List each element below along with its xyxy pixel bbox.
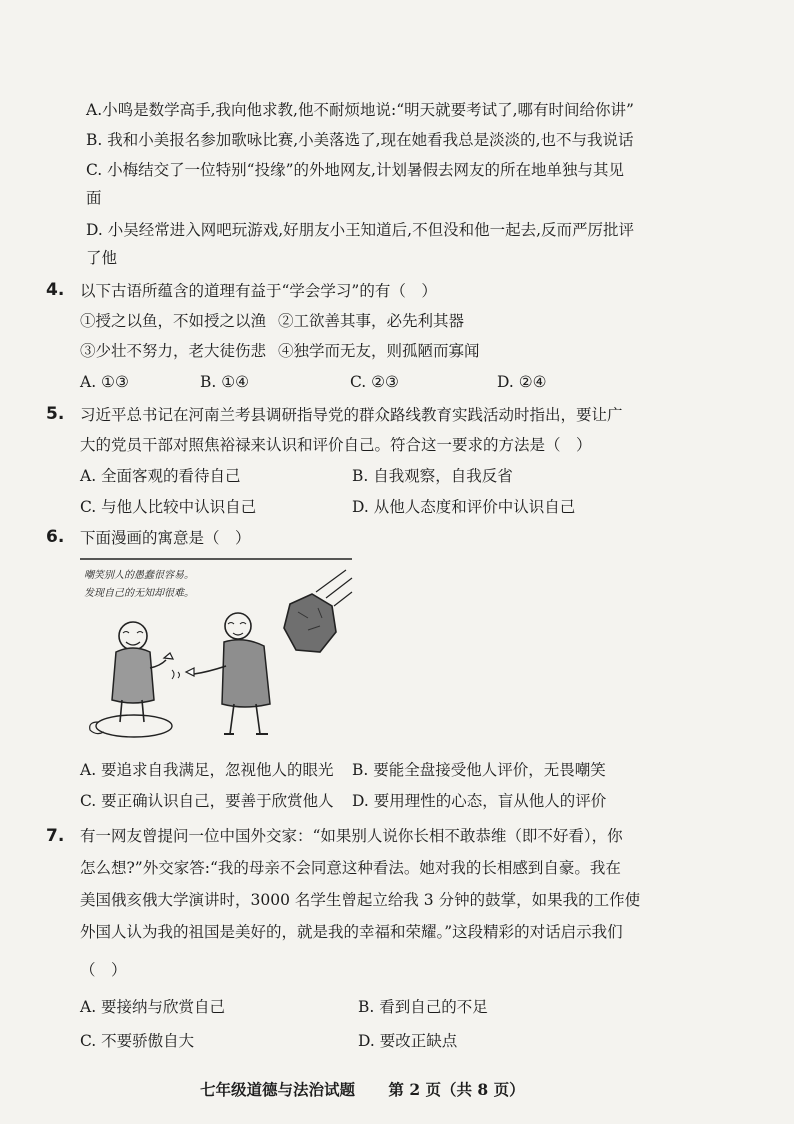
q7-option-c: C. 不要骄傲自大 xyxy=(80,1032,195,1050)
q6-option-c: C. 要正确认识自己，要善于欣赏他人 xyxy=(80,792,334,810)
footer-page-number: 第 2 页（共 8 页） xyxy=(388,1080,525,1099)
q4-item-1: ①授之以鱼，不如授之以渔 xyxy=(80,312,267,330)
q3-option-a: A.小鸣是数学高手,我向他求教,他不耐烦地说:“明天就要考试了,哪有时间给你讲” xyxy=(86,101,634,119)
q6-stem: 下面漫画的寓意是（ ） xyxy=(80,529,251,547)
q6-option-b: B. 要能全盘接受他人评价，无畏嘲笑 xyxy=(352,761,606,779)
q4-number: 4. xyxy=(46,280,65,300)
q5-option-a: A. 全面客观的看待自己 xyxy=(80,467,241,485)
q5-number: 5. xyxy=(46,404,65,424)
q5-option-b: B. 自我观察，自我反省 xyxy=(352,467,513,485)
q5-stem-line2: 大的党员干部对照焦裕禄来认识和评价自己。符合这一要求的方法是（ ） xyxy=(80,436,592,454)
q3-option-c-line1: C. 小梅结交了一位特别“投缘”的外地网友,计划暑假去网友的所在地单独与其见 xyxy=(86,161,624,179)
footer-exam-title: 七年级道德与法治试题 xyxy=(200,1080,356,1099)
q7-stem-line2: 怎么想?”外交家答:“我的母亲不会同意这种看法。她对我的长相感到自豪。我在 xyxy=(80,859,621,877)
q6-number: 6. xyxy=(46,527,65,547)
cartoon-caption-line2: 发现自己的无知却很难。 xyxy=(84,588,194,599)
q6-option-a: A. 要追求自我满足，忽视他人的眼光 xyxy=(80,761,334,779)
q3-option-d-line1: D. 小吴经常进入网吧玩游戏,好朋友小王知道后,不但没和他一起去,反而严厉批评 xyxy=(86,221,635,239)
q7-option-d: D. 要改正缺点 xyxy=(358,1032,458,1050)
page-footer xyxy=(200,1080,553,1100)
cartoon-illustration xyxy=(78,556,356,752)
q3-option-d-line2: 了他 xyxy=(86,249,118,267)
q7-option-a: A. 要接纳与欣赏自己 xyxy=(80,998,226,1016)
q4-item-2: ②工欲善其事，必先利其器 xyxy=(278,312,465,330)
q5-option-d: D. 从他人态度和评价中认识自己 xyxy=(352,498,576,516)
q4-item-4: ④独学而无友，则孤陋而寡闻 xyxy=(278,342,480,360)
q3-option-c-line2: 面 xyxy=(86,189,102,207)
q5-stem-line1: 习近平总书记在河南兰考县调研指导党的群众路线教育实践活动时指出，要让广 xyxy=(80,406,623,424)
q4-option-b: B. ①④ xyxy=(200,373,250,391)
q4-option-a: A. ①③ xyxy=(80,373,129,391)
q7-number: 7. xyxy=(46,826,65,846)
q7-option-b: B. 看到自己的不足 xyxy=(358,998,488,1016)
q3-option-b: B. 我和小美报名参加歌咏比赛,小美落选了,现在她看我总是淡淡的,也不与我说话 xyxy=(86,131,634,149)
q4-item-3: ③少壮不努力，老大徒伤悲 xyxy=(80,342,267,360)
q4-option-c: C. ②③ xyxy=(350,373,399,391)
q7-stem-line5: （ ） xyxy=(80,961,127,979)
cartoon-caption-line1: 嘲笑别人的愚蠢很容易。 xyxy=(84,570,194,581)
q7-stem-line4: 外国人认为我的祖国是美好的，就是我的幸福和荣耀。”这段精彩的对话启示我们 xyxy=(80,923,623,941)
q4-stem: 以下古语所蕴含的道理有益于“学会学习”的有（ ） xyxy=(80,282,437,300)
q4-option-d: D. ②④ xyxy=(497,373,547,391)
q7-stem-line3: 美国俄亥俄大学演讲时，3000 名学生曾起立给我 3 分钟的鼓掌，如果我的工作使 xyxy=(80,891,641,909)
q5-option-c: C. 与他人比较中认识自己 xyxy=(80,498,257,516)
q6-option-d: D. 要用理性的心态，盲从他人的评价 xyxy=(352,792,607,810)
q7-stem-line1: 有一网友曾提问一位中国外交家：“如果别人说你长相不敢恭维（即不好看），你 xyxy=(80,827,623,845)
